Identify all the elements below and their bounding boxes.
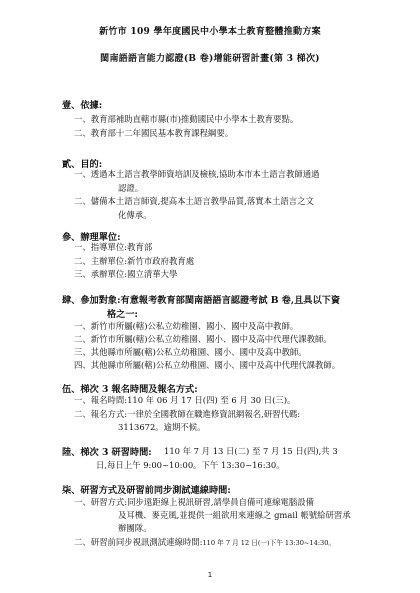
- registration-method: 二、報名方式:一律於全國教師在職進修資訊網報名,研習代碼:: [74, 409, 301, 419]
- purpose-item-1-continued: 認證。: [118, 183, 144, 193]
- organizer-item-2: 二、主辦單位:新竹市政府教育處: [74, 256, 195, 266]
- method-item-1-line-3: 辦團隊。: [118, 523, 152, 533]
- section-registration-heading: 伍、梯次 3 報名時間及報名方式:: [62, 384, 198, 395]
- document-title: 新竹市 109 學年度國民中小學本土教育整體推動方案: [99, 27, 321, 37]
- basis-item-2: 二、教育部十二年國民基本教育課程綱要。: [74, 128, 234, 138]
- test-connection-time: 110 年 7 月 12 日(一)下午 13:30~14:30。: [202, 539, 336, 547]
- test-connection-label: 二、研習前同步視訊測試連線時間:: [74, 537, 203, 547]
- eligibility-item-1: 一、新竹市所屬(轄)公私立幼稚園、國小、國中及高中教師。: [74, 321, 299, 331]
- organizer-item-1: 一、指導單位:教育部: [74, 242, 153, 252]
- purpose-item-2-continued: 化傳承。: [118, 210, 152, 220]
- document-subtitle: 閩南語語言能力認證(B 卷)增能研習計畫(第 3 梯次): [100, 54, 320, 64]
- page-number: 1: [207, 571, 213, 579]
- section-basis-heading: 壹、依據:: [62, 100, 103, 111]
- method-item-1-line-2: 及耳機、麥克風,並提供一組欲用來連線之 gmail 帳號給研習承: [118, 510, 351, 520]
- basis-item-1: 一、教育部補助直轄市縣(市)推動國民中小學本土教育要點。: [74, 114, 299, 124]
- purpose-item-2: 二、儲備本土語言師資,提高本土語言教學品質,落實本土語言之文: [74, 196, 314, 206]
- organizer-item-3: 三、承辦單位:國立清華大學: [74, 269, 178, 279]
- registration-code: 3113672。逾期不候。: [118, 422, 206, 432]
- schedule-dates: 110 年 7 月 13 日(二) 至 7 月 15 日(四),共 3: [164, 446, 338, 456]
- section-eligibility-heading: 肆、參加對象:有意報考教育部閩南語語言認證考試 B 卷,且具以下資: [62, 295, 341, 306]
- section-schedule-heading: 陸、梯次 3 研習時間:: [62, 447, 152, 458]
- section-organizers-heading: 參、辦理單位:: [62, 232, 121, 243]
- section-purpose-heading: 貳、目的:: [62, 159, 103, 170]
- section-method-heading: 柒、研習方式及研習前同步測試連線時間:: [62, 485, 231, 496]
- purpose-item-1: 一、透過本土語言教學師資培訓及檢核,協助本市本土語言教師通過: [74, 169, 320, 179]
- eligibility-item-4: 四、其他縣市所屬(轄)公私立幼稚園、國小、國中及高中代理代課教師。: [74, 360, 341, 370]
- eligibility-item-3: 三、其他縣市所屬(轄)公私立幼稚園、國小、國中及高中教師。: [74, 347, 307, 357]
- method-item-1: 一、研習方式:同步遠距線上視訊研習,請學員自備可連線電腦設備: [74, 497, 314, 507]
- registration-time: 一、報名時間:110 年 06 月 17 日(四) 至 6 月 30 日(三)。: [74, 395, 296, 405]
- schedule-hours: 日,每日上午 9:00~10:00。下午 13:30~16:30。: [96, 460, 285, 470]
- eligibility-item-2: 二、新竹市所屬(轄)公私立幼稚園、國小、國中及高中代理代課教師。: [74, 334, 332, 344]
- method-item-2: [74, 536, 335, 548]
- section-eligibility-heading-continued: 格之一:: [107, 309, 138, 320]
